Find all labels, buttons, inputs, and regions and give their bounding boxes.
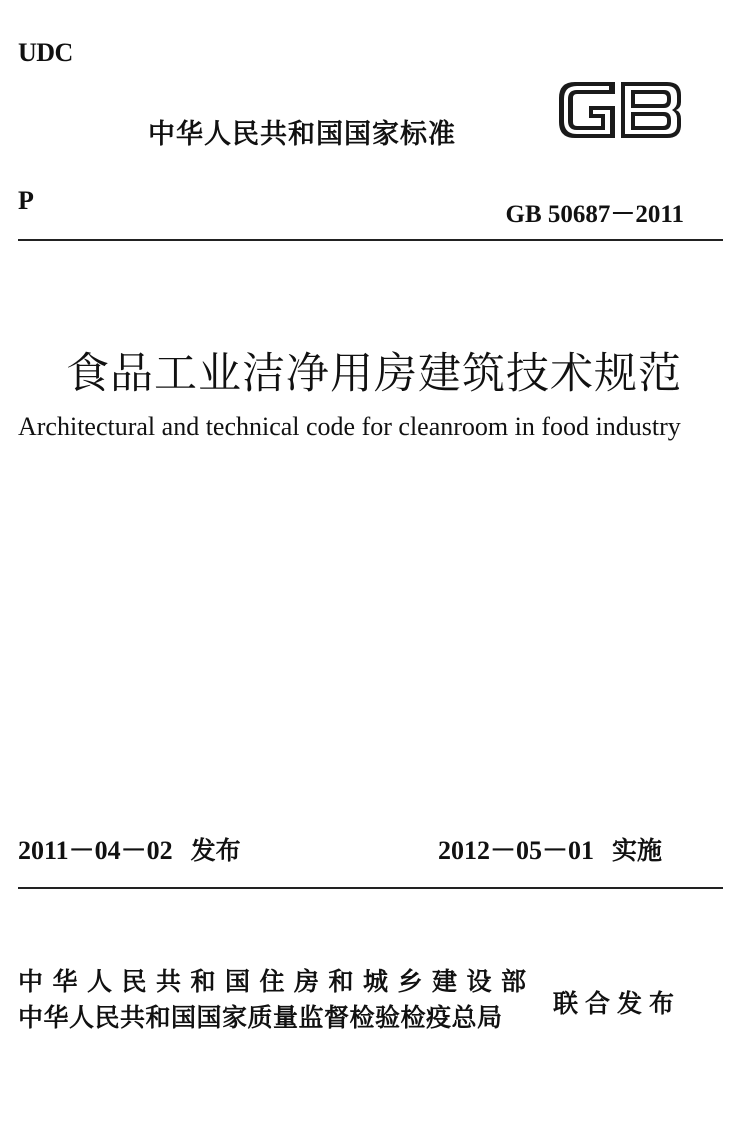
udc-label: UDC [18, 38, 73, 67]
gb-logo-icon [553, 76, 687, 144]
category-code: P [18, 186, 34, 215]
title-chinese: 食品工业洁净用房建筑技术规范 [66, 349, 682, 399]
agency-name: 中华人民共和国住房和城乡建设部 [18, 967, 536, 996]
title-english: Architectural and technical code for cleanroom in food industry [18, 412, 681, 441]
agency-name: 中华人民共和国国家质量监督检验检疫总局 [18, 1003, 503, 1032]
issue-date-line [18, 830, 241, 867]
standard-number: GB 50687－2011 [505, 201, 684, 228]
implement-date: 2012－05－01 [438, 836, 595, 865]
issue-date: 2011－04－02 [18, 836, 173, 865]
implement-label: 实施 [612, 836, 663, 865]
joint-issue-label: 联合发布 [553, 989, 682, 1018]
divider [18, 239, 723, 241]
divider [18, 887, 723, 889]
implement-date-line [438, 830, 662, 867]
issue-label: 发布 [190, 836, 241, 865]
issuer-name: 中华人民共和国国家标准 [148, 119, 456, 150]
